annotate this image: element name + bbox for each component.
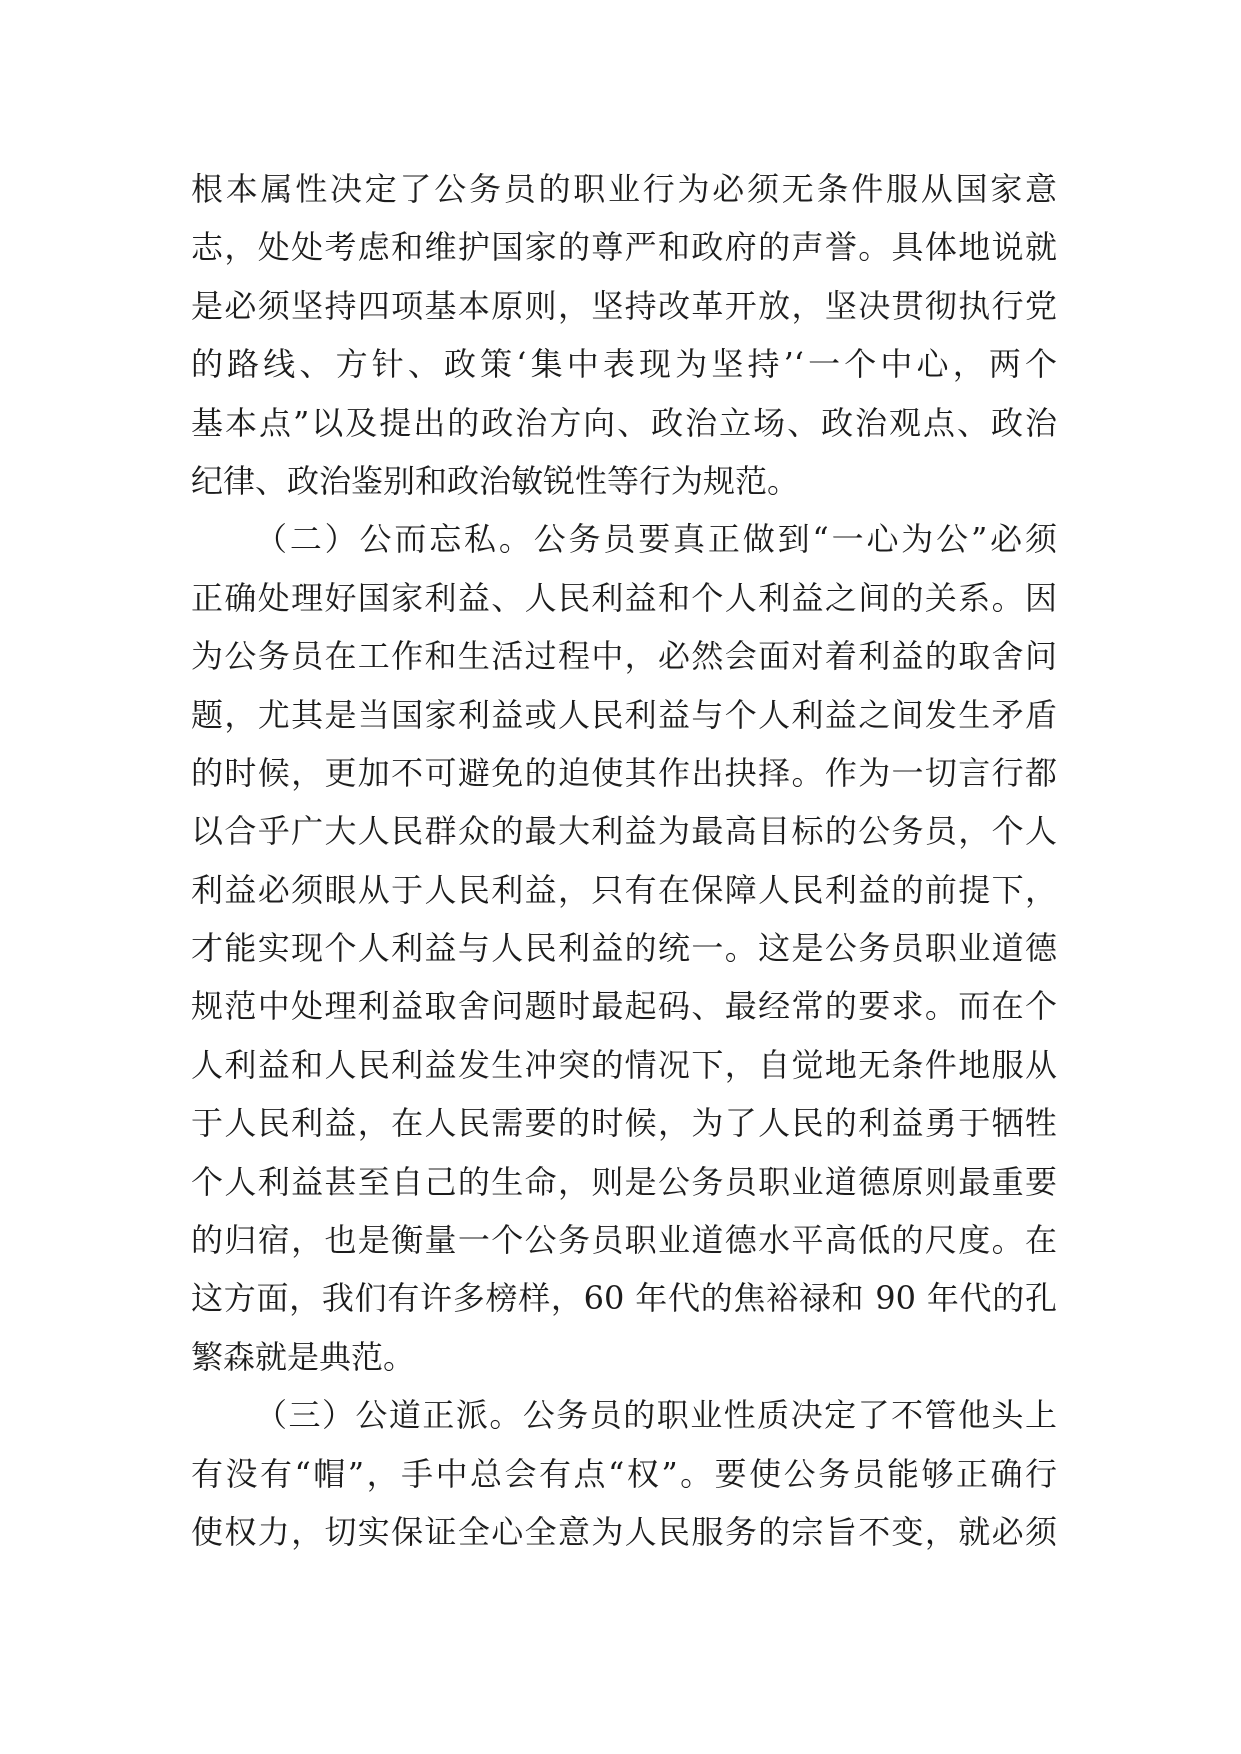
text-line: 根本属性决定了公务员的职业行为必须无条件服从国家意 <box>191 170 1057 208</box>
text-line: 正确处理好国家利益、人民利益和个人利益之间的关系。因 <box>191 578 1057 617</box>
text-line: 以合乎广大人民群众的最大利益为最高目标的公务员，个人 <box>191 812 1057 851</box>
document-body <box>191 160 1057 1561</box>
paragraph-section-3 <box>191 1386 1057 1561</box>
section-heading-line: （二）公而忘私。公务员要真正做到“一心为公”必须 <box>255 520 1057 559</box>
text-line: 这方面，我们有许多榜样，60 年代的焦裕禄和 90 年代的孔 <box>191 1279 1057 1318</box>
text-line: 于人民利益，在人民需要的时候，为了人民的利益勇于牺牲 <box>191 1104 1057 1143</box>
text-line: 志，处处考虑和维护国家的尊严和政府的声誉。具体地说就 <box>191 228 1057 267</box>
text-line: 题，尤其是当国家利益或人民利益与个人利益之间发生矛盾 <box>191 695 1057 734</box>
text-line: 使权力，切实保证全心全意为人民服务的宗旨不变，就必须 <box>191 1512 1057 1551</box>
text-line: 规范中处理利益取舍问题时最起码、最经常的要求。而在个 <box>191 987 1057 1026</box>
text-line: 繁森就是典范。 <box>191 1337 416 1376</box>
paragraph-section-2 <box>191 510 1057 1386</box>
text-line: 的时候，更加不可避免的迫使其作出抉择。作为一切言行都 <box>191 753 1057 792</box>
text-line: 个人利益甚至自己的生命，则是公务员职业道德原则最重要 <box>191 1162 1057 1201</box>
text-line: 利益必须眼从于人民利益，只有在保障人民利益的前提下， <box>191 870 1057 909</box>
section-heading-line: （三）公道正派。公务员的职业性质决定了不管他头上 <box>255 1396 1057 1435</box>
text-line: 的路线、方针、政策‘集中表现为坚持’‘一个中心，两个 <box>191 345 1057 384</box>
text-line: 人利益和人民利益发生冲突的情况下，自觉地无条件地服从 <box>191 1045 1057 1084</box>
text-line: 有没有“帽”，手中总会有点“权”。要使公务员能够正确行 <box>191 1454 1057 1493</box>
text-line: 才能实现个人利益与人民利益的统一。这是公务员职业道德 <box>191 929 1057 968</box>
paragraph-continued <box>191 160 1057 510</box>
text-line: 是必须坚持四项基本原则，坚持改革开放，坚决贯彻执行党 <box>191 286 1057 325</box>
text-line: 纪律、政治鉴别和政治敏锐性等行为规范。 <box>191 461 800 500</box>
text-line: 为公务员在工作和生活过程中，必然会面对着利益的取舍问 <box>191 637 1057 676</box>
text-line: 基本点”以及提出的政治方向、政治立场、政治观点、政治 <box>191 403 1057 442</box>
text-line: 的归宿，也是衡量一个公务员职业道德水平高低的尺度。在 <box>191 1221 1057 1260</box>
